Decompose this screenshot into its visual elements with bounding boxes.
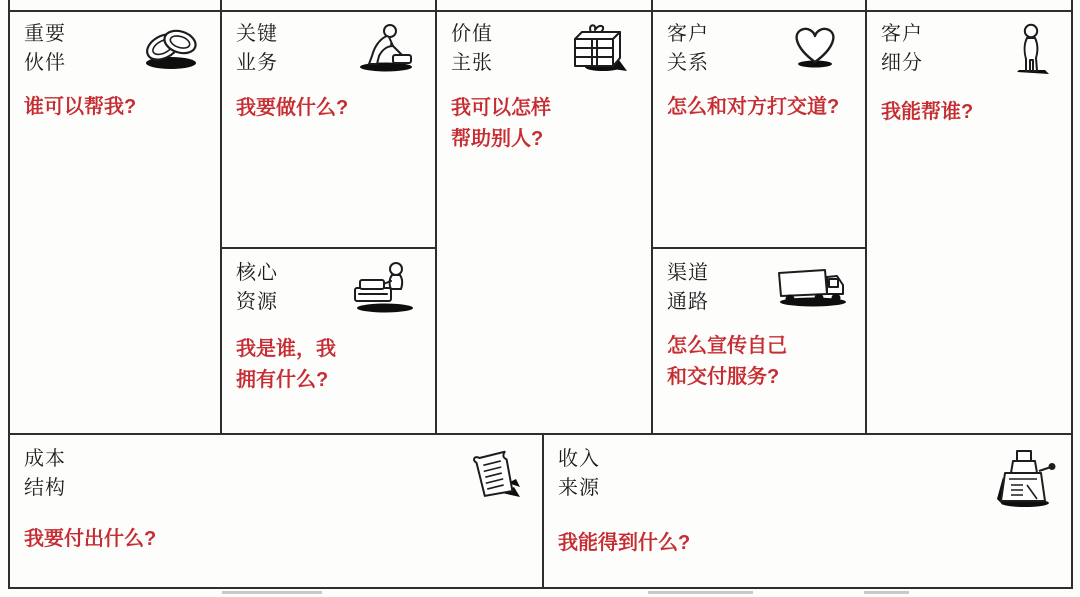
scan-artifact bbox=[864, 591, 909, 594]
key-partners-question: 谁可以帮我? bbox=[24, 96, 137, 118]
heart-icon bbox=[779, 22, 849, 75]
cost-structure-title: 成本 结构 bbox=[24, 448, 66, 499]
revenue-streams-title: 收入 来源 bbox=[558, 448, 600, 499]
customer-relationships-title: 客户 关系 bbox=[667, 23, 709, 74]
press-machine-icon bbox=[347, 261, 419, 320]
gift-box-icon bbox=[563, 22, 635, 79]
cell-customer-segments bbox=[867, 12, 1071, 432]
grid-tick bbox=[865, 0, 867, 10]
key-resources-title: 核心 资源 bbox=[236, 262, 278, 313]
cell-customer-relationships bbox=[653, 12, 863, 245]
channels-divider bbox=[651, 247, 867, 249]
cell-value-proposition bbox=[437, 12, 649, 432]
channels-question: 怎么宣传自己 和交付服务? bbox=[667, 335, 787, 388]
grid-tick bbox=[8, 0, 10, 10]
key-resources-divider bbox=[220, 247, 437, 249]
cell-channels bbox=[653, 251, 863, 431]
cell-cost-structure bbox=[10, 437, 540, 587]
cell-key-activities bbox=[222, 12, 433, 245]
value-proposition-question: 我可以怎样 帮助别人? bbox=[451, 97, 551, 150]
grid-tick bbox=[1071, 0, 1073, 10]
cost-structure-question: 我要付出什么? bbox=[24, 528, 157, 550]
revenue-streams-question: 我能得到什么? bbox=[558, 532, 691, 554]
grid-tick bbox=[220, 0, 222, 10]
scan-artifact bbox=[222, 591, 322, 594]
cell-revenue-streams bbox=[544, 437, 1071, 587]
key-activities-question: 我要做什么? bbox=[236, 97, 349, 119]
cash-register-icon bbox=[987, 447, 1057, 514]
cell-key-resources bbox=[222, 251, 433, 431]
key-activities-title: 关键 业务 bbox=[236, 23, 278, 74]
receipt-icon bbox=[462, 447, 526, 510]
cell-key-partners bbox=[10, 12, 219, 432]
customer-relationships-question: 怎么和对方打交道? bbox=[667, 96, 840, 118]
bottom-row-divider bbox=[8, 433, 1073, 435]
value-proposition-title: 价值 主张 bbox=[451, 23, 493, 74]
customer-segments-question: 我能帮谁? bbox=[881, 101, 974, 123]
key-resources-question: 我是谁，我 拥有什么? bbox=[236, 338, 336, 391]
worker-icon bbox=[349, 22, 419, 79]
grid-tick bbox=[651, 0, 653, 10]
standing-person-icon bbox=[1005, 22, 1057, 83]
channels-title: 渠道 通路 bbox=[667, 262, 709, 313]
delivery-truck-icon bbox=[773, 261, 849, 316]
linked-rings-icon bbox=[137, 22, 205, 77]
scan-artifact bbox=[648, 591, 753, 594]
customer-segments-title: 客户 细分 bbox=[881, 23, 923, 74]
grid-tick bbox=[435, 0, 437, 10]
key-partners-title: 重要 伙伴 bbox=[24, 23, 66, 74]
